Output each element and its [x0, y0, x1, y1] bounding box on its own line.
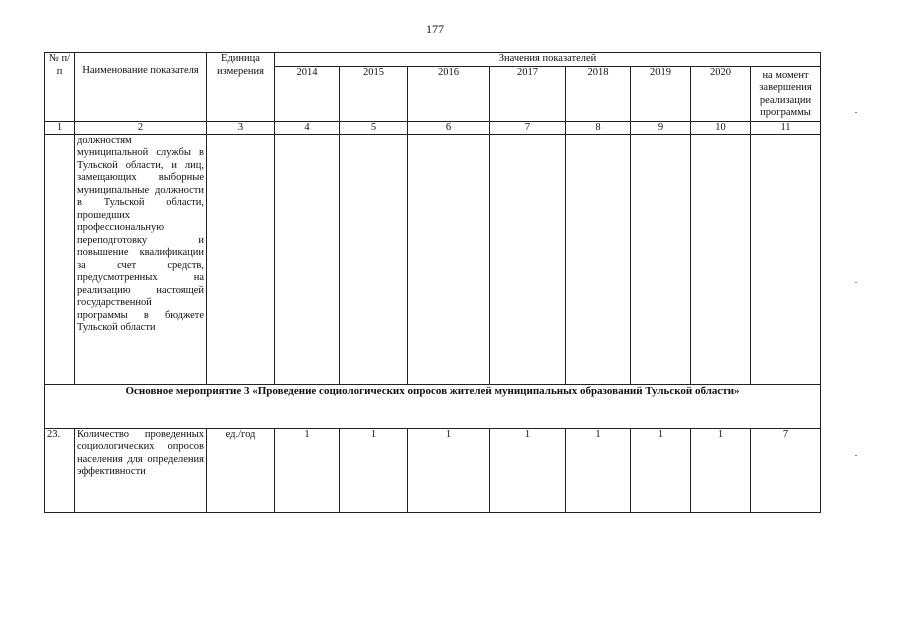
row-23-value-2020: 1: [691, 428, 751, 512]
scan-speck: [855, 282, 857, 283]
scan-speck: [855, 455, 857, 456]
row-23-value-2017: 1: [490, 428, 566, 512]
column-number: 9: [631, 121, 691, 134]
column-number: 6: [408, 121, 490, 134]
header-year-2020: 2020: [691, 66, 751, 121]
page-number: 177: [426, 22, 444, 36]
column-number: 3: [207, 121, 275, 134]
header-name: Наименование показателя: [75, 53, 207, 122]
header-year-2019: 2019: [631, 66, 691, 121]
header-unit: Единица измерения: [207, 53, 275, 122]
section-row: [45, 384, 821, 428]
row-23-unit: ед./год: [207, 428, 275, 512]
row-23-value-2019: 1: [631, 428, 691, 512]
section-title: Основное мероприятие 3 «Проведение социологических опросов жителей муниципальных образований Тульской области»: [45, 384, 821, 428]
scan-speck: [855, 112, 857, 113]
table-row-23: [45, 428, 821, 512]
column-numbers-row: [45, 121, 821, 134]
header-year-2015: 2015: [340, 66, 408, 121]
column-number: 2: [75, 121, 207, 134]
row-23-final: 7: [751, 428, 821, 512]
column-number: 8: [566, 121, 631, 134]
indicators-table: [44, 52, 821, 513]
header-final: на момент завершения реализации программы: [751, 66, 821, 121]
header-row: [45, 53, 821, 67]
column-number: 11: [751, 121, 821, 134]
row-23-value-2014: 1: [275, 428, 340, 512]
column-number: 5: [340, 121, 408, 134]
header-year-2016: 2016: [408, 66, 490, 121]
row-23-value-2015: 1: [340, 428, 408, 512]
continued-row-name: должностям муниципальной службы в Тульской области, и лиц, замещающих выборные муниципальные должности в Тульской области, прошедших профессиональную переподготовку и повышение квалификации за счет средств, предусмотренных на реализацию настоящей государственной программы в бюджете Тульской области: [75, 134, 207, 384]
column-number: 7: [490, 121, 566, 134]
row-23-num: 23.: [45, 428, 75, 512]
row-23-name: Количество проведенных социологических опросов населения для определения эффективности: [75, 428, 207, 512]
header-year-2017: 2017: [490, 66, 566, 121]
row-23-value-2016: 1: [408, 428, 490, 512]
column-number: 1: [45, 121, 75, 134]
row-23-value-2018: 1: [566, 428, 631, 512]
header-year-2014: 2014: [275, 66, 340, 121]
column-number: 10: [691, 121, 751, 134]
header-num: № п/п: [45, 53, 75, 122]
header-year-2018: 2018: [566, 66, 631, 121]
table-row-continued: [45, 134, 821, 384]
column-number: 4: [275, 121, 340, 134]
header-values-group: Значения показателей: [275, 53, 821, 67]
